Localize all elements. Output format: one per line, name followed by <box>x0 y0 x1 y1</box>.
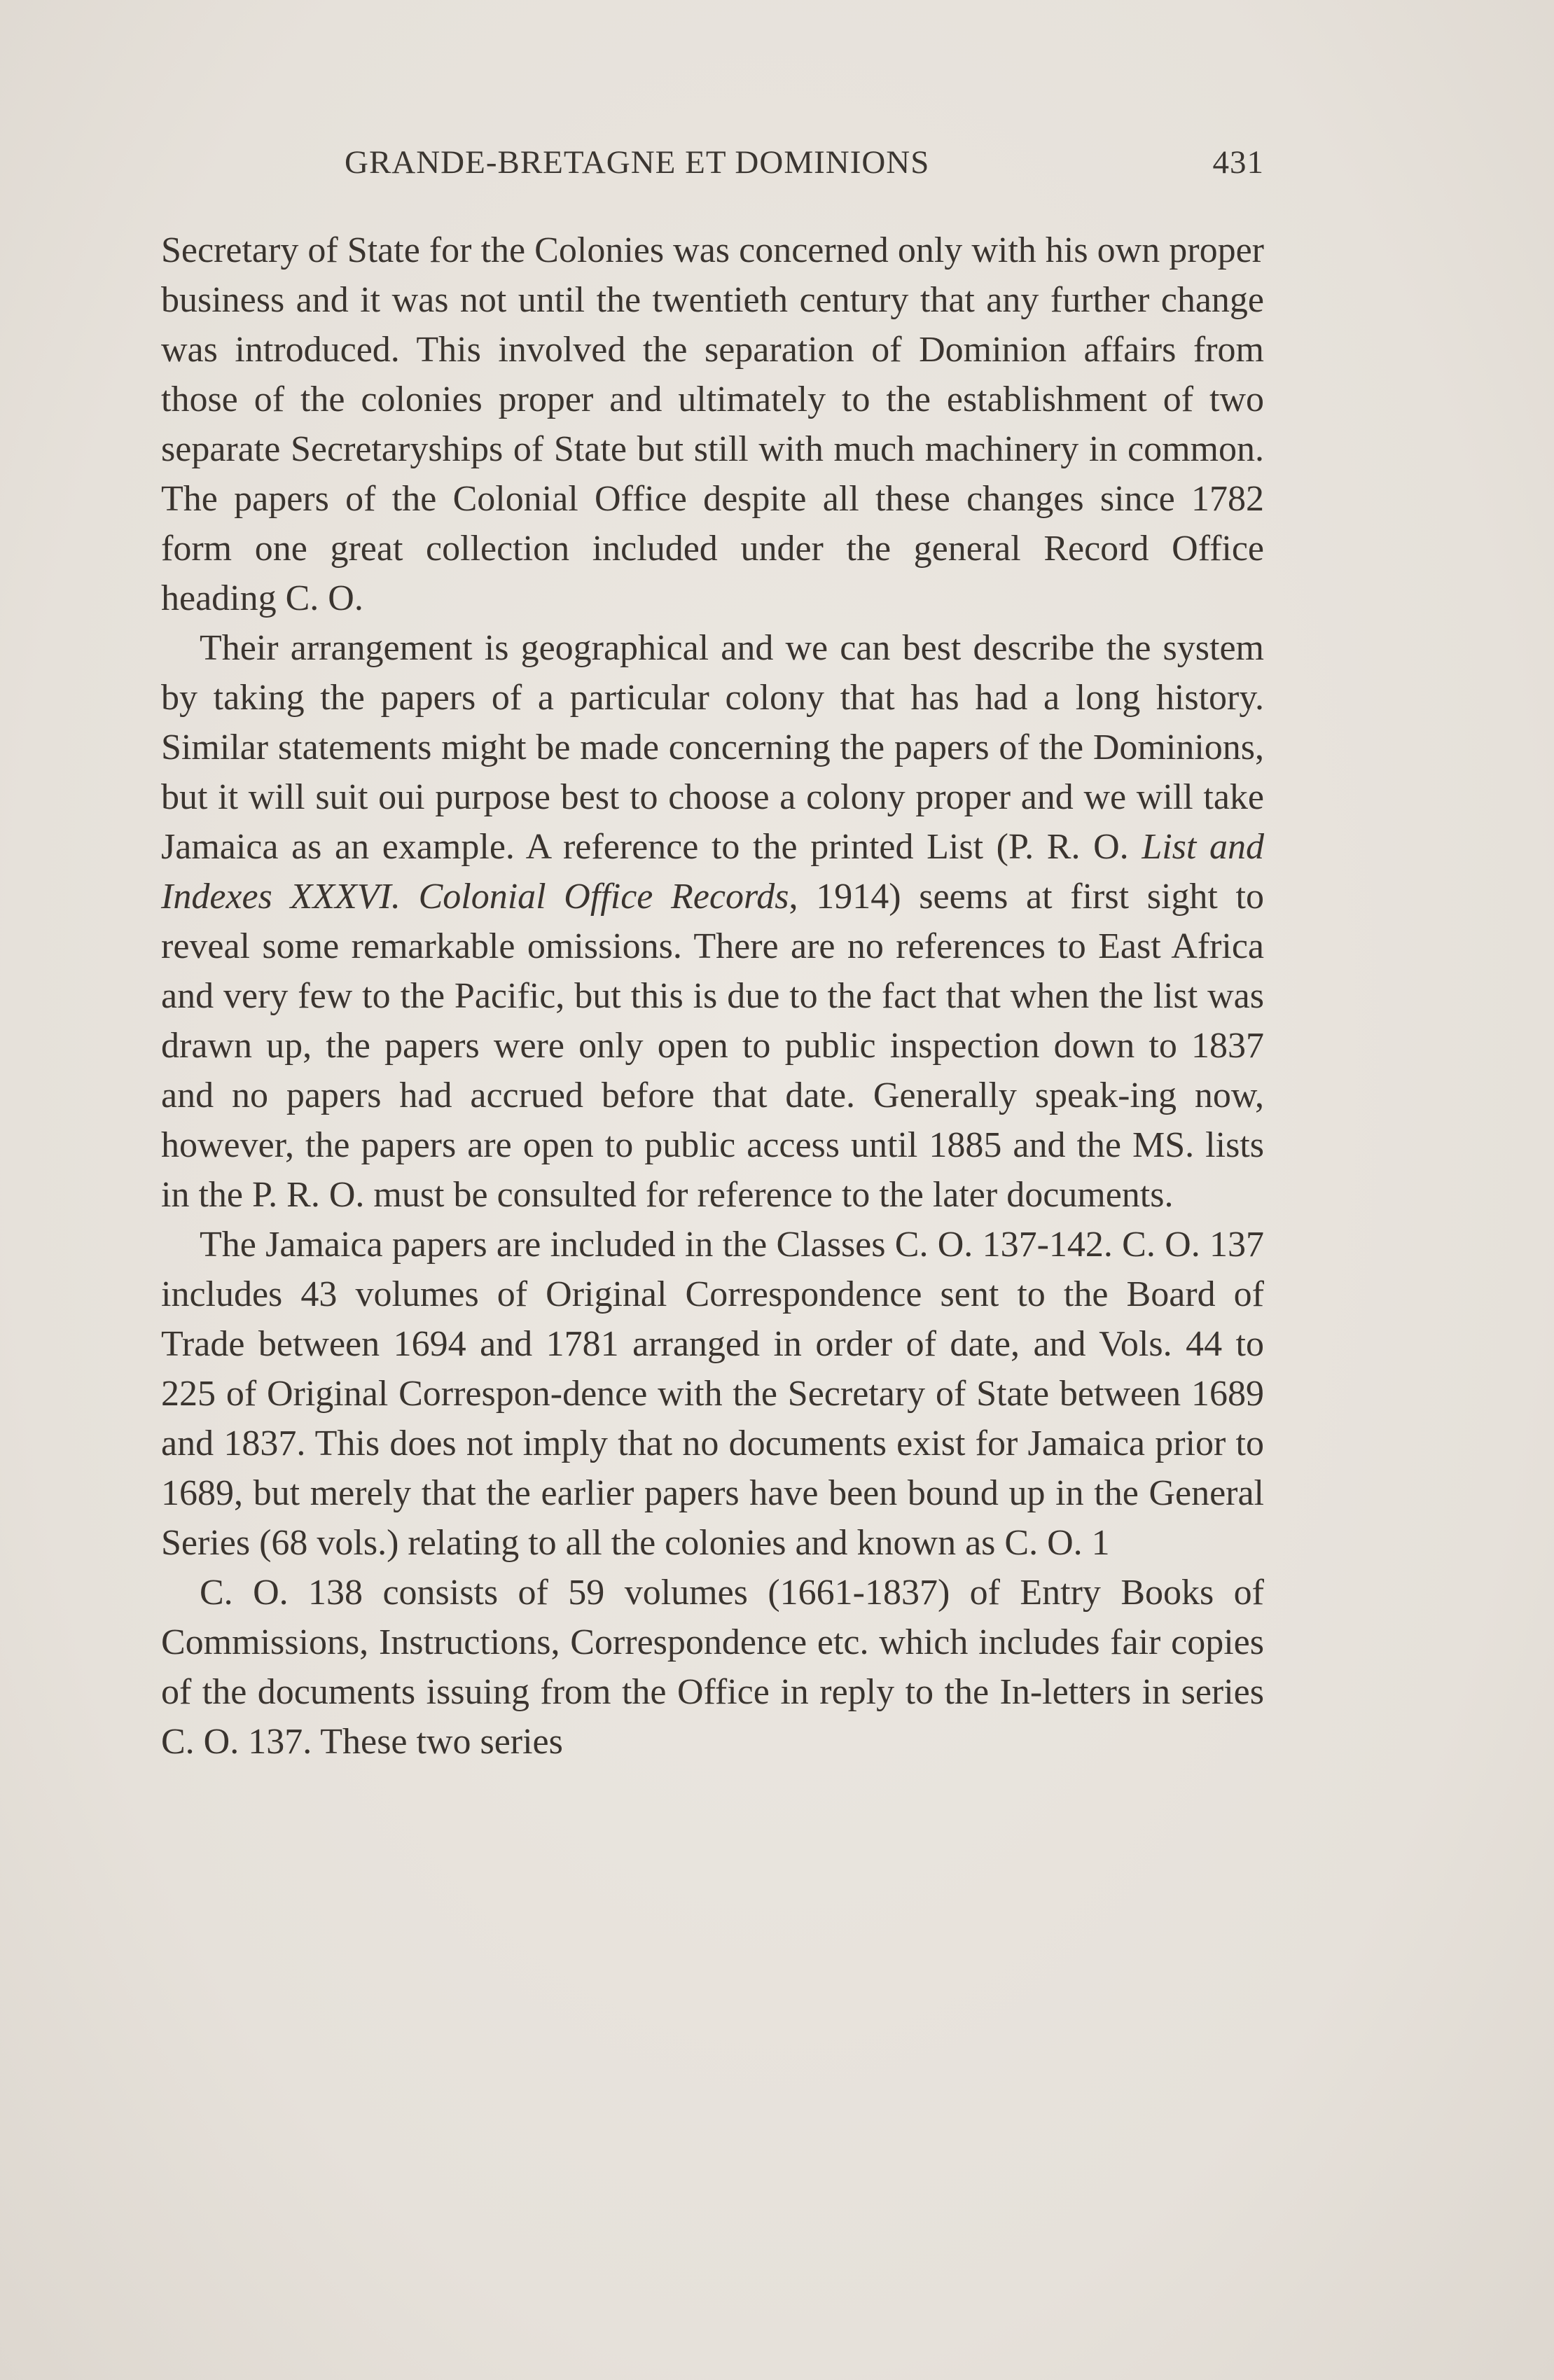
page-number: 431 <box>1212 144 1264 181</box>
italic-publication-title: List and Indexes XXXVI. Colonial Office Records <box>161 827 1265 917</box>
paragraph-3: The Jamaica papers are included in the Classes C. O. 137-142. C. O. 137 includes 43 volumes of Original Correspondence sent to the Board of Trade between 1694 and 1781 arranged in order of date, and Vols. 44 to 225 of Original Correspon-dence with the Secretary of State between 1689 and 1837. This does not imply that no documents exist for Jamaica prior to 1689, but merely that the earlier papers have been bound up in the General Series (68 vols.) relating to all the colonies and known as C. O. 1 <box>161 1225 1264 1563</box>
paragraph-4: C. O. 138 consists of 59 volumes (1661-1837) of Entry Books of Commissions, Instructions, Correspondence etc. which includes fair copies of the documents issuing from the Office in reply to the In-letters in series C. O. 137. These two series <box>161 1573 1264 1762</box>
paragraph-2-text-after: , 1914) seems at first sight to reveal some remarkable omissions. There are no references to East Africa and very few to the Pacific, but this is due to the fact that when the list was drawn up, the papers were only open to public inspection down to 1837 and no papers had accrued before that date. Generally speak-ing now, however, the papers are open to public access until 1885 and the MS. lists in the P. R. O. must be consulted for reference to the later documents. <box>161 877 1265 1215</box>
paragraph-1: Secretary of State for the Colonies was concerned only with his own proper business and it was not until the twentieth century that any further change was introduced. This involved the separation of Dominion affairs from those of the colonies proper and ultimately to the establishment of two separate Secretaryships of State but still with much machinery in common. The papers of the Colonial Office despite all these changes since 1782 form one great collection included under the general Record Office heading C. O. <box>161 230 1264 618</box>
paragraph-2-text-before: Their arrangement is geographical and we can best describe the system by taking the papers of a particular colony that has had a long history. Similar statements might be made concerning the papers of the Dominions, but it will suit oui purpose best to choose a colony proper and we will take Jamaica as an example. A reference to the printed List (P. R. O. <box>161 628 1264 867</box>
paragraph-2 <box>161 623 1264 1220</box>
page-header <box>161 144 1264 200</box>
running-title: GRANDE-BRETAGNE ET DOMINIONS <box>345 144 930 181</box>
body-text <box>161 225 1264 1767</box>
